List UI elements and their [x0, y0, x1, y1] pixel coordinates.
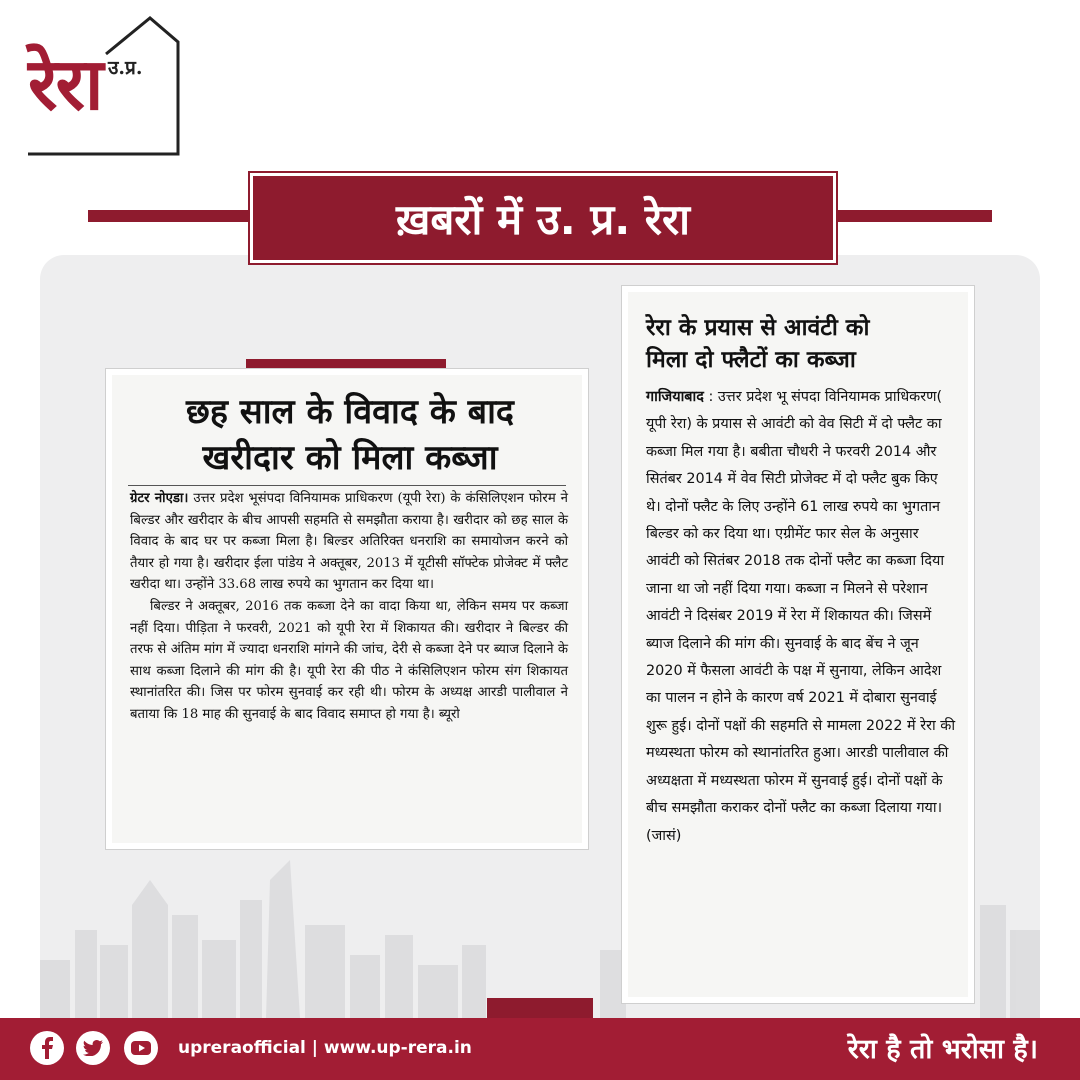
news-clipping-2 [628, 292, 968, 997]
footer-handle-text: upreraofficial | www.up-rera.in [178, 1038, 472, 1058]
clip1-rule [128, 485, 566, 486]
footer-tagline: रेरा है तो भरोसा है। [847, 1034, 1038, 1065]
facebook-icon[interactable] [30, 1031, 64, 1065]
clip1-para1: उत्तर प्रदेश भूसंपदा विनियामक प्राधिकरण (यूपी रेरा) के कंसिलिएशन फोरम ने बिल्डर और खरीदार के बीच आपसी सहमति से समझौता कराया है। खरीदार को छह साल के विवाद के बाद घर पर कब्जा मिला है। बिल्डर अतिरिक्त धनराशि का समायोजन करने को तैयार हो गया है। खरीदार ईला पांडेय ने अक्तूबर, 2013 में यूटीसी सॉफ्टेक प्रोजेक्ट में फ्लैट खरीदा था। उन्होंने 33.68 लाख रुपये का भुगतान कर दिया था। [130, 491, 568, 593]
clip1-dateline: ग्रेटर नोएडा। [130, 491, 189, 506]
headline-title: ख़बरों में उ. प्र. रेरा [395, 194, 691, 244]
headline-banner [250, 173, 836, 263]
clip1-para2: बिल्डर ने अक्तूबर, 2016 तक कब्जा देने का वादा किया था, लेकिन समय पर कब्जा नहीं दिया। पीड़िता ने फरवरी, 2021 को यूपी रेरा में शिकायत की। खरीदार ने बिल्डर की तरफ से अंतिम मांग में ज्यादा धनराशि मांगने की जांच, देरी से कब्जा देने पर ब्याज दिलाने के साथ कब्जा दिलाने की मांग की है। यूपी रेरा की पीठ ने कंसिलिएशन फोरम संग शिकायत स्थानांतरित की। जिस पर फोरम सुनवाई कर रही थी। फोरम के अध्यक्ष आरडी पालीवाल ने बताया कि 18 माह की सुनवाई के बाद विवाद समाप्त हो गया है। ब्यूरो [130, 598, 568, 722]
bottom-accent-bar [487, 998, 593, 1018]
clip1-body [130, 488, 568, 726]
twitter-icon[interactable] [76, 1031, 110, 1065]
logo-sub-text: उ.प्र. [108, 57, 143, 79]
news-clipping-1 [112, 375, 582, 843]
logo-main-text: रेरा [28, 41, 102, 126]
rera-logo [28, 14, 188, 159]
clip1-headline-line1: छह साल के विवाद के बाद [186, 392, 514, 432]
clip2-text: : उत्तर प्रदेश भू संपदा विनियामक प्राधिकरण( यूपी रेरा) के प्रयास से आवंटी को वेव सिटी में दो फ्लैट का कब्जा मिल गया है। बबीता चौधरी ने फरवरी 2014 और सितंबर 2014 में वेव सिटी प्रोजेक्ट में दो फ्लैट बुक किए थे। दोनों फ्लैट के लिए उन्होंने 61 लाख रुपये का भुगतान बिल्डर को कर दिया था। एग्रीमेंट फार सेल के अनुसार आवंटी को सितंबर 2018 तक दोनों फ्लैट का कब्जा दिया जाना था जो नहीं दिया गया। कब्जा न मिलने से परेशान आवंटी ने दिसंबर 2019 में रेरा में शिकायत की। जिसमें ब्याज दिलाने की मांग की। सुनवाई के बाद बेंच ने जून 2020 में फैसला आवंटी के पक्ष में सुनाया, लेकिन आदेश का पालन न होने के कारण वर्ष 2021 में दोबारा सुनवाई शुरू हुई। दोनों पक्षों की सहमति से मामला 2022 में रेरा की मध्यस्थता फोरम को स्थानांतरित हुआ। आरडी पालीवाल की अध्यक्षता में मध्यस्थता फोरम में सुनवाई हुई। दोनों पक्षों के बीच समझौता कराकर दोनों फ्लैट का कब्जा दिलाया गया। (जासं) [646, 389, 956, 844]
clip1-headline-line2: खरीदार को मिला कब्जा [202, 438, 498, 478]
clip2-body [646, 384, 956, 850]
clip1-headline [130, 389, 570, 481]
clip2-headline [646, 312, 956, 376]
clip2-headline-line2: मिला दो फ्लैटों का कब्जा [646, 347, 856, 373]
youtube-icon[interactable] [124, 1031, 158, 1065]
clip2-dateline: गाजियाबाद [646, 389, 704, 405]
clip1-accent-bar [246, 359, 446, 371]
clip2-headline-line1: रेरा के प्रयास से आवंटी को [646, 315, 870, 341]
